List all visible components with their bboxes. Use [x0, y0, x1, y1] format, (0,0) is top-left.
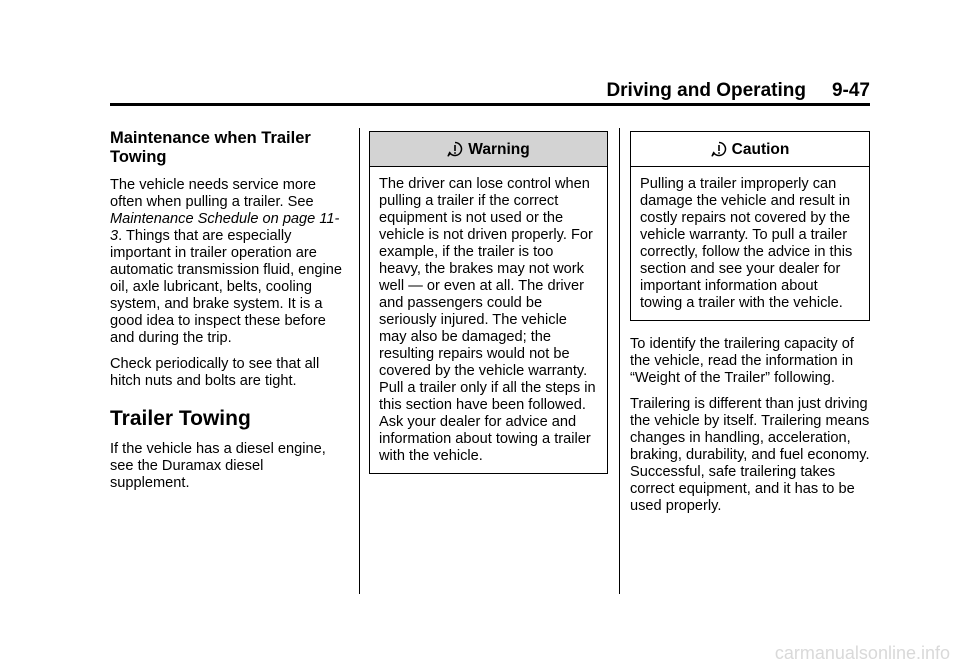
- caution-header: [631, 132, 869, 167]
- maintenance-text-end: . Things that are especially important in trailer operation are automatic transmission fluid, engine oil, axle lubricant, belts, cooling system, and brake system. It is a good idea to inspect these before and during the trip.: [110, 228, 342, 346]
- maintenance-heading: Maintenance when Trailer Towing: [110, 129, 311, 166]
- watermark: carmanualsonline.info: [774, 643, 950, 663]
- warning-title: Warning: [468, 140, 530, 158]
- trailering-capacity-paragraph: To identify the trailering capacity of the vehicle, read the information in “Weight of the Trailer” following.: [630, 336, 854, 386]
- maintenance-schedule-link[interactable]: Maintenance Schedule on page 11-3: [110, 211, 340, 244]
- hitch-check-paragraph: Check periodically to see that all hitch nuts and bolts are tight.: [110, 356, 320, 389]
- page-number: 9-47: [831, 80, 870, 101]
- warning-box: [369, 131, 608, 474]
- column-divider-right: [619, 128, 620, 594]
- section-title: Driving and Operating: [606, 80, 806, 101]
- alert-icon: [711, 141, 727, 157]
- middle-column: [369, 131, 608, 474]
- caution-text: Pulling a trailer improperly can damage the vehicle and result in costly repairs not covered by the vehicle warranty. To pull a trailer correctly, follow the advice in this section and see your dealer for important information about towing a trailer with the vehicle.: [640, 176, 853, 311]
- warning-text: The driver can lose control when pulling a trailer if the correct equipment is not used or the vehicle is not driven properly. For example, if the trailer is too heavy, the brakes may not work well — or even at all. The driver and passengers could be seriously injured. The vehicle may also be damaged; the resulting repairs would not be covered by the vehicle warranty. Pull a trailer only if all the steps in this section have been followed. Ask your dealer for advice and information about towing a trailer with the vehicle.: [379, 176, 596, 464]
- maintenance-text-start: The vehicle needs service more often when pulling a trailer. See: [110, 177, 317, 210]
- header-rule: [110, 103, 870, 106]
- left-column: [110, 129, 346, 501]
- maintenance-paragraph: [110, 177, 346, 347]
- page-header: [110, 80, 870, 102]
- diesel-paragraph: If the vehicle has a diesel engine, see the Duramax diesel supplement.: [110, 441, 326, 491]
- trailering-difference-paragraph: Trailering is different than just driving the vehicle by itself. Trailering means changes in handling, acceleration, braking, durability, and fuel economy. Successful, safe trailering takes correct equipment, and it has to be used properly.: [630, 396, 870, 514]
- warning-header: [370, 132, 607, 167]
- caution-title: Caution: [731, 140, 790, 158]
- trailer-towing-heading: Trailer Towing: [110, 407, 251, 430]
- column-divider-left: [359, 128, 360, 594]
- alert-icon: [447, 141, 463, 157]
- caution-box: [630, 131, 870, 321]
- right-column: [630, 131, 870, 524]
